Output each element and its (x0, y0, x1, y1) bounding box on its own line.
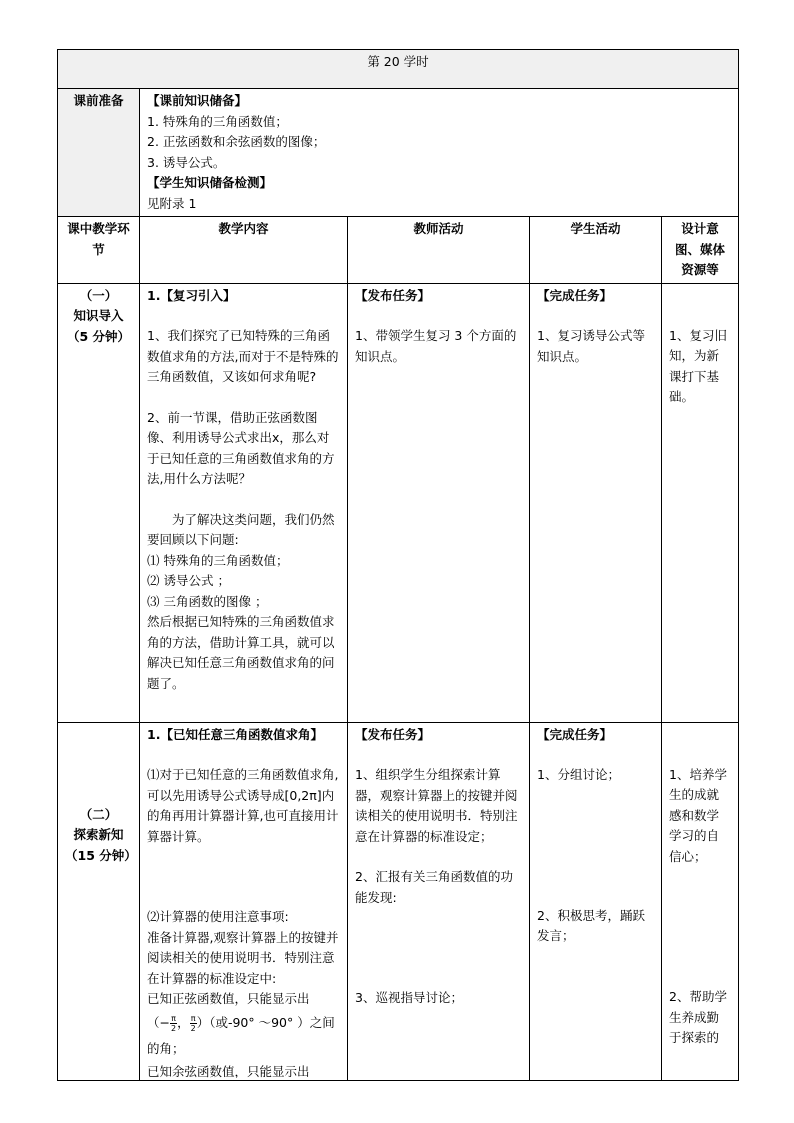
knowledge-heading: 【课前知识储备】 (147, 93, 248, 108)
range-open: （− (147, 1014, 170, 1030)
section1-content-p2: 2、前一节课，借助正弦函数图像、利用诱导公式求出x，那么对于已知任意的三角函数值求角的方法,用什么方法呢？ (147, 409, 335, 486)
section2-design-d2: 2、帮助学生养成勤于探索的 (669, 989, 727, 1045)
angle-range (147, 1010, 340, 1062)
section2-teacher (348, 722, 530, 1080)
prep-row (58, 89, 739, 217)
section-row-2 (58, 722, 739, 1080)
section2-label (58, 722, 140, 1080)
review-list-item: ⑵ 诱导公式 ； (147, 573, 230, 588)
knowledge-item: 3. 诱导公式。 (147, 154, 226, 170)
fraction-pi-over-2 (170, 1014, 177, 1033)
section2-label-line: （15 分钟） (65, 847, 137, 863)
section1-content-p4: 然后根据已知特殊的三角函数值求角的方法，借助计算工具，就可以解决已知任意三角函数值求角的问题了。 (147, 614, 335, 691)
section2-content-heading: 1.【已知任意三角函数值求角】 (147, 726, 323, 742)
section1-teacher-text: 1、带领学生复习 3 个方面的知识点。 (355, 328, 517, 364)
section1-student-text: 1、复习诱导公式等知识点。 (537, 328, 645, 364)
section2-content-p4: 已知余弦函数值，只能显示出 (147, 1063, 310, 1078)
section1-label-line: 知识导入 (73, 308, 124, 323)
col-header-teacher: 教师活动 (348, 217, 530, 284)
section2-design (662, 722, 739, 1080)
knowledge-item: 1. 特殊角的三角函数值； (147, 113, 288, 129)
section1-student-heading: 【完成任务】 (537, 287, 613, 303)
lesson-plan-table (57, 49, 739, 1081)
section2-content-p3: 已知正弦函数值，只能显示出 (147, 991, 310, 1006)
section2-content (140, 722, 348, 1080)
section1-teacher-heading: 【发布任务】 (355, 287, 431, 303)
fraction-denominator: 2 (170, 1023, 177, 1033)
section2-design-d1: 1、培养学生的成就感和数学学习的自信心； (669, 766, 727, 864)
section1-label-line: （5 分钟） (66, 328, 131, 344)
section-row-1 (58, 283, 739, 722)
col-header-content: 教学内容 (140, 217, 348, 284)
range-close: ） (196, 1014, 210, 1030)
review-list-item: ⑴ 特殊角的三角函数值； (147, 552, 289, 568)
fraction-numerator: π (171, 1013, 176, 1023)
range-degree: （或-90° ～90° ）之间的角； (147, 1014, 335, 1056)
section1-teacher (348, 283, 530, 722)
section1-content-heading: 1.【复习引入】 (147, 287, 236, 303)
check-heading: 【学生知识储备检测】 (147, 175, 273, 190)
section1-label (58, 283, 140, 722)
section1-student (530, 283, 662, 722)
column-header-row (58, 217, 739, 284)
section2-student (530, 722, 662, 1080)
section1-content-p1: 1、我们探究了已知特殊的三角函数值求角的方法,而对于不是特殊的三角函数值，又该如何求角呢? (147, 328, 339, 384)
check-text: 见附录 1 (147, 195, 197, 211)
section2-teacher-heading: 【发布任务】 (355, 726, 431, 742)
knowledge-item: 2. 正弦函数和余弦函数的图像； (147, 134, 326, 149)
lesson-title: 第 20 学时 (58, 50, 739, 89)
section1-content (140, 283, 348, 722)
review-list-item: ⑶ 三角函数的图像 ； (147, 593, 268, 609)
section2-teacher-t3: 3、巡视指导讨论； (355, 990, 463, 1005)
fraction-pi-over-2 (190, 1014, 197, 1033)
col-header-stage: 课中教学环节 (58, 217, 140, 284)
section1-design-text: 1、复习旧知，为新课打下基础。 (669, 327, 727, 404)
section2-content-p2-title: ⑵计算器的使用注意事项: (147, 909, 289, 924)
section1-design (662, 283, 739, 722)
section2-student-heading: 【完成任务】 (537, 726, 613, 742)
section1-content-p3: 为了解决这类问题，我们仍然要回顾以下问题: (147, 511, 335, 547)
section2-content-p2-body: 准备计算器,观察计算器上的按键并阅读相关的使用说明书．特别注意在计算器的标准设定中: (147, 929, 339, 986)
section2-label-line: 探索新知 (73, 827, 124, 842)
section2-teacher-t2: 2、汇报有关三角函数值的功能发现: (355, 869, 513, 905)
section2-label-line: （二） (79, 806, 118, 822)
prep-content (140, 89, 739, 217)
section2-content-p1: ⑴对于已知任意的三角函数值求角,可以先用诱导公式诱导成[0,2π]内的角再用计算器计算,也可直接用计算器计算。 (147, 767, 339, 844)
section2-student-s1: 1、分组讨论； (537, 767, 620, 782)
col-header-student: 学生活动 (530, 217, 662, 284)
range-comma: ， (177, 1014, 190, 1030)
prep-label: 课前准备 (58, 89, 140, 217)
col-header-design: 设计意图、媒体资源等 (662, 217, 739, 284)
section1-label-line: （一） (79, 287, 118, 303)
section2-student-s2: 2、积极思考，踊跃发言； (537, 907, 645, 943)
fraction-numerator: π (190, 1013, 196, 1023)
section2-teacher-t1: 1、组织学生分组探索计算器，观察计算器上的按键并阅读相关的使用说明书．特别注意在计算器的标准设定； (355, 767, 518, 844)
fraction-denominator: 2 (190, 1023, 196, 1033)
title-row (58, 50, 739, 89)
